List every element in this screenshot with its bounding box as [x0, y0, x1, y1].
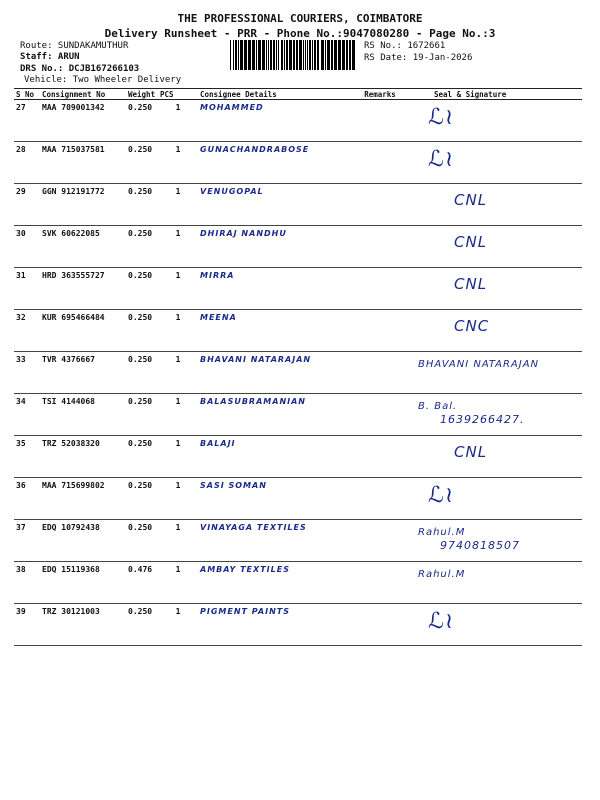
- company-title: THE PROFESSIONAL COURIERS, COIMBATORE: [177, 12, 423, 25]
- consignee-cell: VENUGOPAL: [198, 184, 352, 226]
- barcode-bar: [321, 40, 324, 70]
- weight-cell: 0.250: [126, 310, 158, 352]
- barcode-bar: [270, 40, 272, 70]
- barcode-bar: [233, 40, 234, 70]
- seal-signature-cell: [408, 604, 582, 646]
- remarks-cell: [352, 100, 408, 142]
- consignment-cell: TRZ 52038320: [40, 436, 126, 478]
- consignment-cell: MAA 715037581: [40, 142, 126, 184]
- seal-signature-cell: [408, 142, 582, 184]
- sno-cell: 31: [14, 268, 40, 310]
- table-row: [14, 604, 582, 646]
- seal-signature-text: Rahul.M: [418, 527, 466, 538]
- runsheet-subtitle: Delivery Runsheet - PRR - Phone No.:9047080280 - Page No.:3: [104, 27, 496, 40]
- table-row: [14, 142, 582, 184]
- sno-cell: 35: [14, 436, 40, 478]
- table-row: [14, 100, 582, 142]
- signature-scribble: ℒ≀: [428, 609, 455, 634]
- weight-cell: 0.250: [126, 268, 158, 310]
- barcode-bar: [284, 40, 285, 70]
- barcode-bar: [278, 40, 279, 70]
- col-header-sno: S No: [14, 89, 40, 100]
- barcode-bar: [266, 40, 267, 70]
- barcode-image: [230, 40, 358, 70]
- seal-signature-text: BHAVANI NATARAJAN: [418, 359, 540, 370]
- pcs-cell: 1: [158, 142, 198, 184]
- consignee-cell: VINAYAGA TEXTILES: [198, 520, 352, 562]
- barcode-bar: [296, 40, 298, 70]
- remarks-cell: [352, 142, 408, 184]
- route-label: Route: SUNDAKAMUTHUR: [20, 41, 129, 51]
- consignment-cell: TSI 4144068: [40, 394, 126, 436]
- pcs-cell: 1: [158, 226, 198, 268]
- consignee-cell: MEENA: [198, 310, 352, 352]
- seal-signature-cell: [408, 310, 582, 352]
- weight-cell: 0.250: [126, 184, 158, 226]
- barcode-bar: [334, 40, 337, 70]
- remarks-cell: [352, 226, 408, 268]
- consignment-cell: KUR 695466484: [40, 310, 126, 352]
- barcode-bar: [289, 40, 292, 70]
- barcode-bar: [262, 40, 265, 70]
- consignment-cell: TVR 4376667: [40, 352, 126, 394]
- sno-cell: 27: [14, 100, 40, 142]
- barcode-bar: [346, 40, 348, 70]
- weight-cell: 0.250: [126, 226, 158, 268]
- table-header-row: [14, 89, 582, 100]
- pcs-cell: 1: [158, 520, 198, 562]
- sno-cell: 38: [14, 562, 40, 604]
- table-row: [14, 226, 582, 268]
- barcode-bar: [325, 40, 326, 70]
- sno-cell: 30: [14, 226, 40, 268]
- pcs-cell: 1: [158, 352, 198, 394]
- barcode-bar: [235, 40, 237, 70]
- pcs-cell: 1: [158, 100, 198, 142]
- signature-scribble: ℒ≀: [428, 483, 455, 508]
- consignment-cell: EDQ 10792438: [40, 520, 126, 562]
- consignment-cell: MAA 715699802: [40, 478, 126, 520]
- consignment-cell: TRZ 30121003: [40, 604, 126, 646]
- consignee-cell: DHIRAJ NANDHU: [198, 226, 352, 268]
- col-header-seal: Seal & Signature: [408, 89, 582, 100]
- barcode-bar: [331, 40, 333, 70]
- barcode-bar: [281, 40, 283, 70]
- remarks-cell: [352, 268, 408, 310]
- sno-cell: 36: [14, 478, 40, 520]
- sno-cell: 33: [14, 352, 40, 394]
- seal-signature-cell: [408, 268, 582, 310]
- table-row: [14, 562, 582, 604]
- remarks-cell: [352, 436, 408, 478]
- seal-signature-text: CNL: [454, 275, 488, 293]
- barcode-bar: [268, 40, 269, 70]
- rs-date: RS Date: 19-Jan-2026: [364, 53, 473, 63]
- barcode-bar: [309, 40, 311, 70]
- barcode-bar: [286, 40, 288, 70]
- consignee-cell: AMBAY TEXTILES: [198, 562, 352, 604]
- table-row: [14, 478, 582, 520]
- sno-cell: 28: [14, 142, 40, 184]
- weight-cell: 0.250: [126, 142, 158, 184]
- seal-signature-text: CNL: [454, 191, 488, 209]
- barcode-bar: [312, 40, 313, 70]
- seal-signature-cell: [408, 226, 582, 268]
- barcode-bar: [349, 40, 351, 70]
- consignee-cell: GUNACHANDRABOSE: [198, 142, 352, 184]
- consignee-cell: MIRRA: [198, 268, 352, 310]
- table-row: [14, 436, 582, 478]
- seal-signature-note: 9740818507: [440, 539, 520, 552]
- col-header-pcs: PCS: [158, 89, 198, 100]
- weight-cell: 0.250: [126, 604, 158, 646]
- vehicle-label: Vehicle: Two Wheeler Delivery: [24, 75, 182, 85]
- weight-cell: 0.250: [126, 520, 158, 562]
- barcode-bar: [258, 40, 261, 70]
- weight-cell: 0.250: [126, 436, 158, 478]
- pcs-cell: 1: [158, 478, 198, 520]
- consignee-cell: SASI SOMAN: [198, 478, 352, 520]
- consignee-cell: BALAJI: [198, 436, 352, 478]
- sno-cell: 34: [14, 394, 40, 436]
- remarks-cell: [352, 604, 408, 646]
- barcode-bar: [299, 40, 302, 70]
- pcs-cell: 1: [158, 310, 198, 352]
- remarks-cell: [352, 310, 408, 352]
- barcode-bar: [252, 40, 255, 70]
- table-row: [14, 310, 582, 352]
- barcode-bar: [342, 40, 345, 70]
- col-header-consignment: Consignment No: [40, 89, 126, 100]
- table-row: [14, 268, 582, 310]
- pcs-cell: 1: [158, 436, 198, 478]
- consignment-cell: GGN 912191772: [40, 184, 126, 226]
- weight-cell: 0.250: [126, 394, 158, 436]
- drs-number: DRS No.: DCJB167266103: [20, 64, 140, 74]
- seal-signature-cell: [408, 562, 582, 604]
- barcode-bar: [240, 40, 243, 70]
- barcode-bar: [352, 40, 355, 70]
- sno-cell: 29: [14, 184, 40, 226]
- barcode-bar: [238, 40, 239, 70]
- barcode-bar: [293, 40, 295, 70]
- pcs-cell: 1: [158, 604, 198, 646]
- seal-signature-cell: [408, 520, 582, 562]
- pcs-cell: 1: [158, 562, 198, 604]
- barcode-bar: [273, 40, 275, 70]
- barcode-bar: [276, 40, 277, 70]
- remarks-cell: [352, 352, 408, 394]
- barcode-bar: [305, 40, 306, 70]
- table-row: [14, 184, 582, 226]
- remarks-cell: [352, 394, 408, 436]
- sno-cell: 39: [14, 604, 40, 646]
- sno-cell: 32: [14, 310, 40, 352]
- remarks-cell: [352, 562, 408, 604]
- barcode-bar: [317, 40, 319, 70]
- remarks-cell: [352, 184, 408, 226]
- table-row: [14, 352, 582, 394]
- barcode-bar: [307, 40, 308, 70]
- runsheet-table: [14, 88, 582, 646]
- rs-number: RS No.: 1672661: [364, 41, 446, 51]
- barcode-bar: [314, 40, 316, 70]
- consignment-cell: HRD 363555727: [40, 268, 126, 310]
- consignment-cell: EDQ 15119368: [40, 562, 126, 604]
- col-header-consignee: Consignee Details: [198, 89, 352, 100]
- seal-signature-cell: [408, 100, 582, 142]
- seal-signature-note: 1639266427.: [440, 413, 525, 426]
- staff-label: Staff: ARUN: [20, 52, 80, 62]
- barcode-bar: [248, 40, 251, 70]
- consignee-cell: BHAVANI NATARAJAN: [198, 352, 352, 394]
- table-row: [14, 520, 582, 562]
- pcs-cell: 1: [158, 268, 198, 310]
- pcs-cell: 1: [158, 184, 198, 226]
- signature-scribble: ℒ≀: [428, 147, 455, 172]
- col-header-remarks: Remarks: [352, 89, 408, 100]
- col-header-weight: Weight: [126, 89, 158, 100]
- consignee-cell: PIGMENT PAINTS: [198, 604, 352, 646]
- pcs-cell: 1: [158, 394, 198, 436]
- barcode-bar: [327, 40, 330, 70]
- consignment-cell: MAA 709001342: [40, 100, 126, 142]
- weight-cell: 0.250: [126, 352, 158, 394]
- barcode-bar: [303, 40, 304, 70]
- seal-signature-text: B. Bal.: [418, 401, 458, 412]
- remarks-cell: [352, 478, 408, 520]
- sno-cell: 37: [14, 520, 40, 562]
- seal-signature-cell: [408, 184, 582, 226]
- remarks-cell: [352, 520, 408, 562]
- seal-signature-text: CNL: [454, 443, 488, 461]
- barcode-bar: [230, 40, 231, 70]
- consignment-cell: SVK 60622085: [40, 226, 126, 268]
- seal-signature-text: Rahul.M: [418, 569, 466, 580]
- seal-signature-cell: [408, 352, 582, 394]
- weight-cell: 0.476: [126, 562, 158, 604]
- weight-cell: 0.250: [126, 100, 158, 142]
- consignee-cell: BALASUBRAMANIAN: [198, 394, 352, 436]
- signature-scribble: ℒ≀: [428, 105, 455, 130]
- seal-signature-text: CNL: [454, 233, 488, 251]
- seal-signature-cell: [408, 394, 582, 436]
- barcode-bar: [256, 40, 257, 70]
- weight-cell: 0.250: [126, 478, 158, 520]
- seal-signature-text: CNC: [454, 317, 490, 335]
- barcode-bar: [338, 40, 341, 70]
- consignee-cell: MOHAMMED: [198, 100, 352, 142]
- seal-signature-cell: [408, 478, 582, 520]
- table-row: [14, 394, 582, 436]
- seal-signature-cell: [408, 436, 582, 478]
- barcode-bar: [244, 40, 247, 70]
